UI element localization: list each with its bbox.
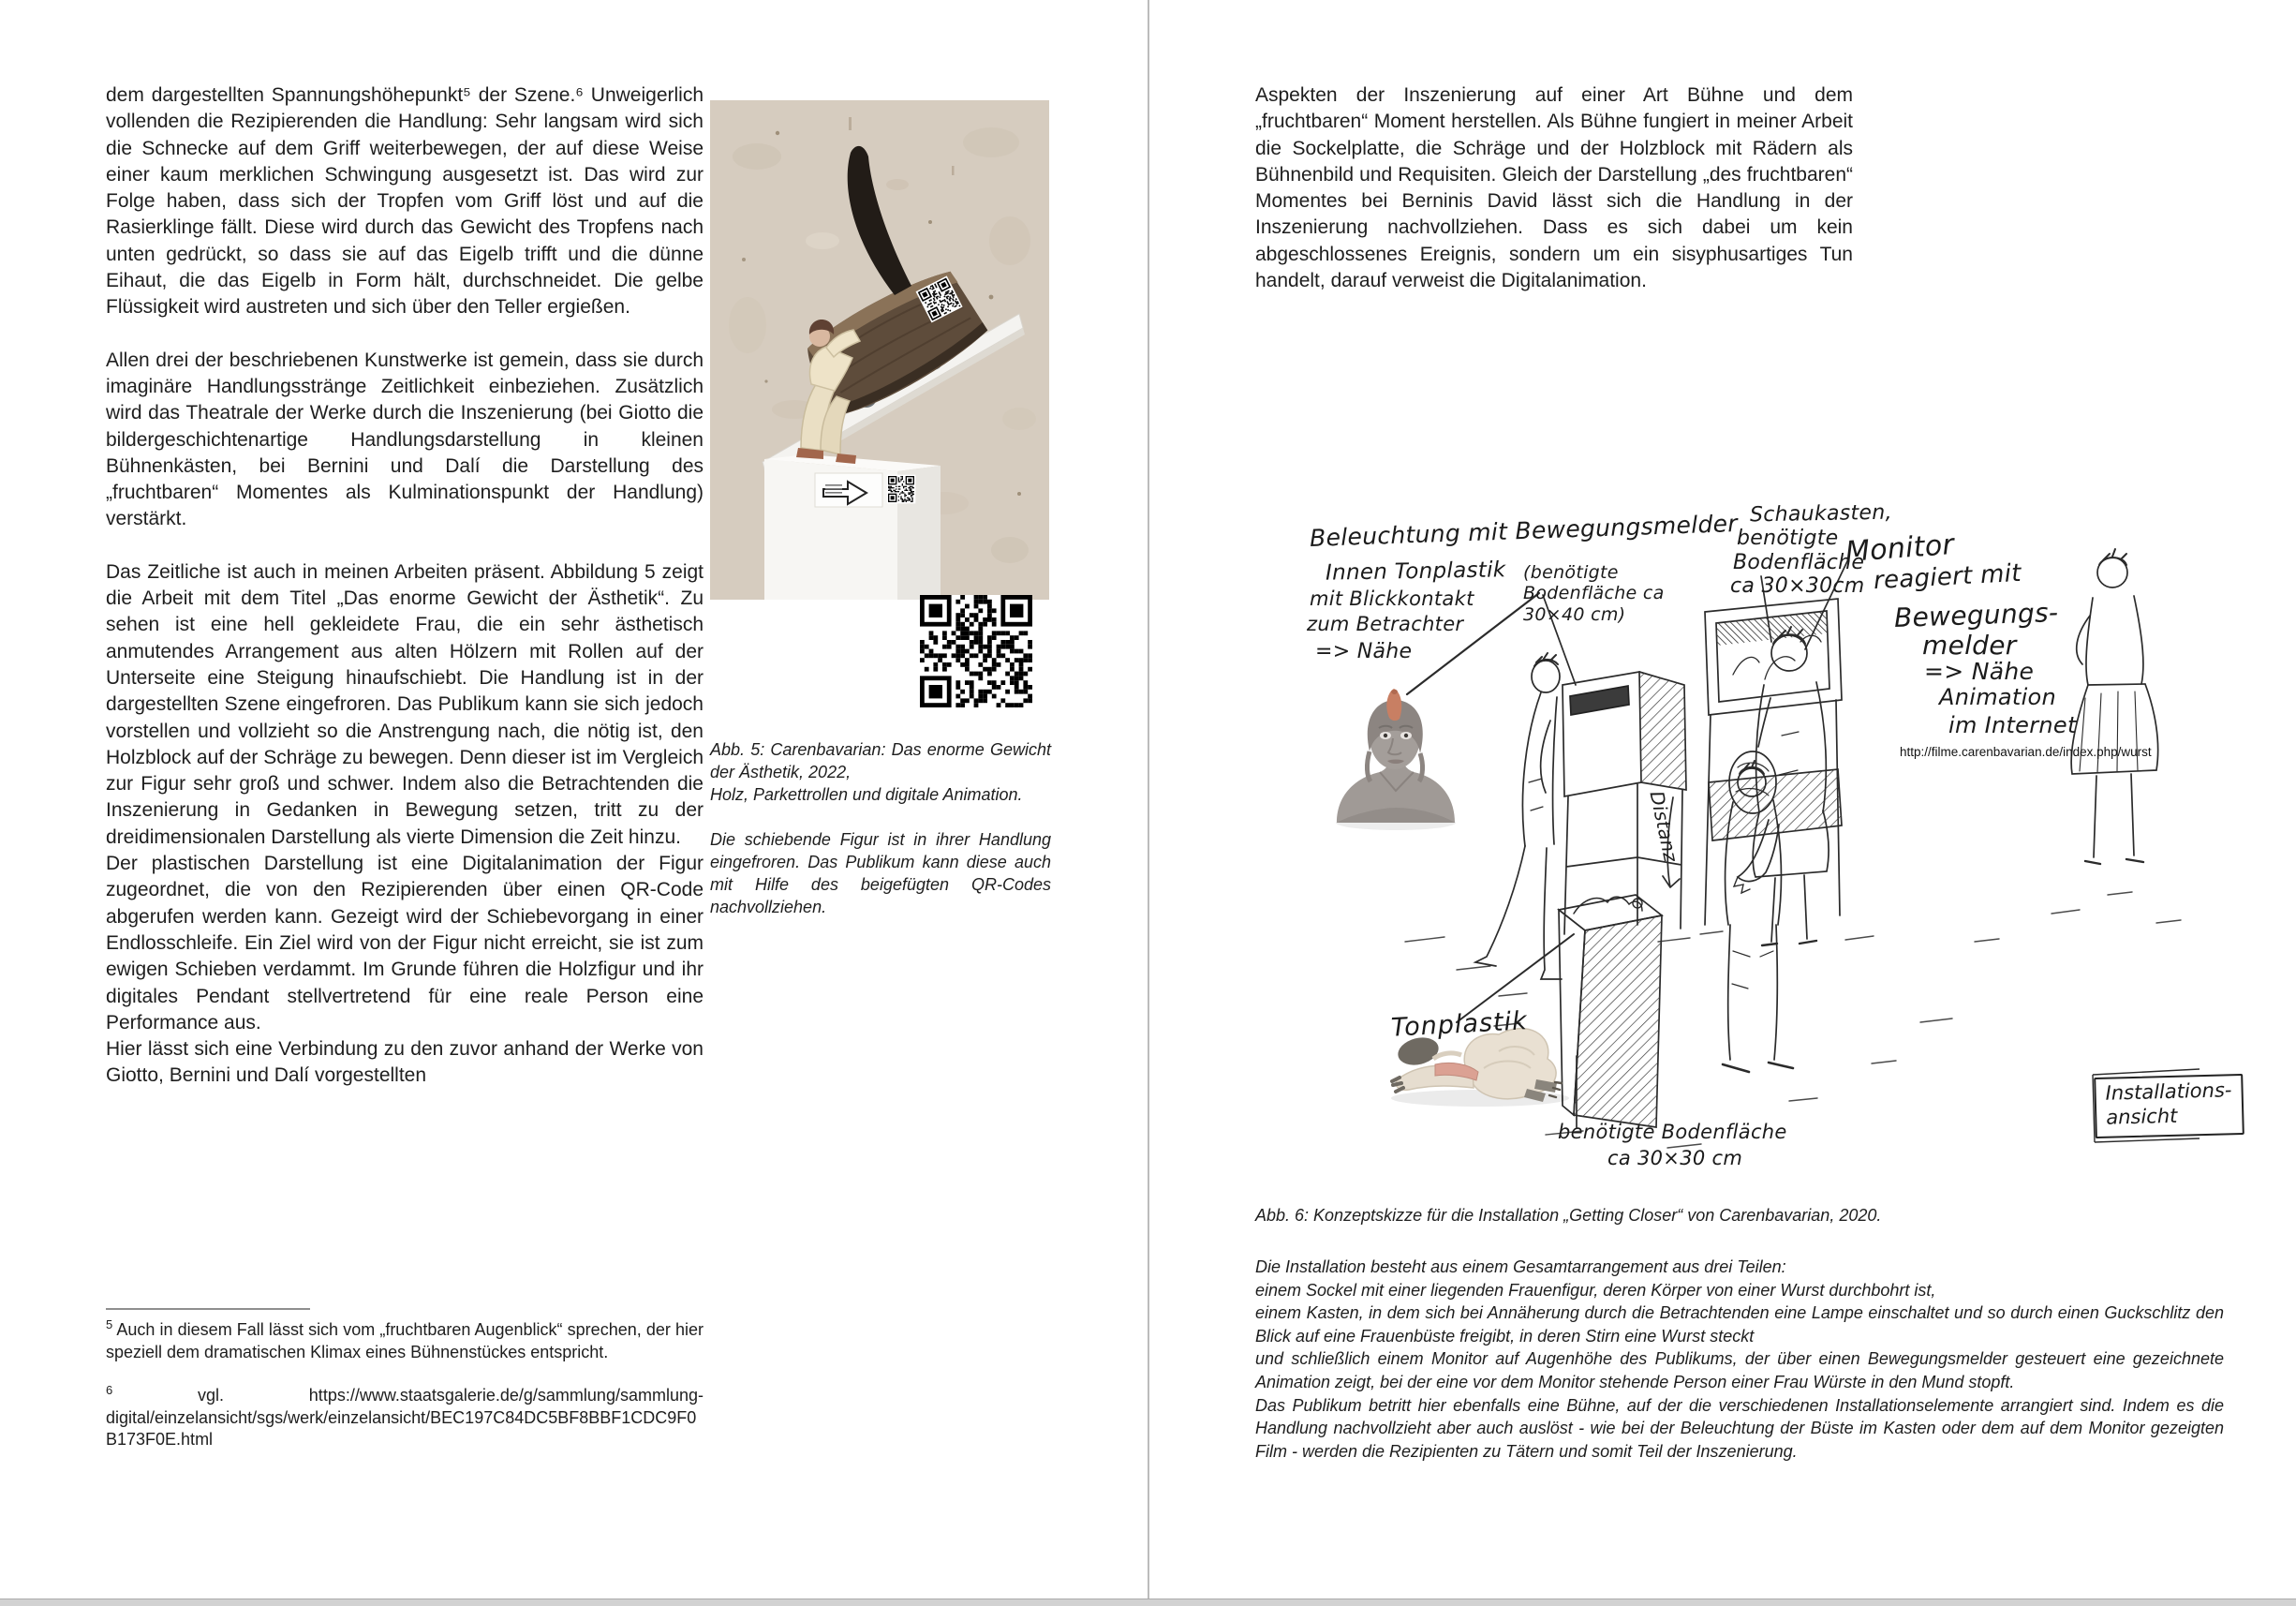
annotation-boden-unten-2: ca 30×30 cm <box>1607 1147 1743 1169</box>
qr-code-figure5 <box>920 595 1032 707</box>
figure6-description <box>1255 1256 2224 1463</box>
caption-line: Holz, Parkettrollen und digitale Animation. <box>710 785 1023 804</box>
annotation-installationsansicht: Installations- ansicht <box>2094 1074 2244 1138</box>
paragraph: Der plastischen Darstellung ist eine Digitalanimation der Figur zugeordnet, die von den Rezipierenden über einen QR-Code abgerufen werden kann. Gezeigt wird der Schiebevorgang in einer Endlosschleife. Ein Ziel wird von der Figur nicht erreicht, sie ist zum ewigen Schieben verdammt. Im Grunde führen die Holzfigur und ihr digitales Pendant stellvertretend für eine reale Person eine Performance aus. <box>106 853 704 1033</box>
description-item: einem Kasten, in dem sich bei Annäherung durch die Betrachtenden eine Lampe einschaltet und so durch einen Guckschlitz den Blick auf eine Frauenbüste freigibt, in deren Stirn eine Wurst steckt <box>1255 1303 2224 1346</box>
paragraph: Aspekten der Inszenierung auf einer Art Bühne und dem „fruchtbaren“ Moment herstellen. Als Bühne fungiert in meiner Arbeit die Sockelplatte, die Schräge und der Holzblock mit Rädern als Bühnenbild und Requisiten. Gleich der Darstellung „des fruchtbaren“ Momentes bei Berninis David lässt sich die Handlung in der Inszenierung nachvollziehen. Dass es sich dabei um kein abgeschlossenes Ereignis, sondern um ein sisyphusartiges Tun handelt, darauf verweist die Digitalanimation. <box>1255 84 1853 292</box>
annotation-naehe-2: => Nähe <box>1924 658 2035 685</box>
caption-line: Abb. 5: Carenbavarian: Das enorme Gewicht der Ästhetik, 2022, <box>710 740 1051 781</box>
description-item: Das Publikum betritt hier ebenfalls eine Bühne, auf der die verschiedenen Installationselemente arrangiert sind. Indem es die Handlung nachvollzieht aber auch auslöst - wie bei der Beleuchtung der Büste im Kasten oder dem auf dem Monitor gezeigten Film - werden die Rezipienten zu Tätern und somit Teil der Inszenierung. <box>1255 1395 2224 1461</box>
footnote-marker: 5 <box>106 1317 113 1331</box>
annotation-im-internet: im Internet <box>1948 712 2077 738</box>
annotation-boden-unten-1: benötigte Bodenfläche <box>1558 1121 1787 1143</box>
footnote-5: $^5$ Auch in diesem Fall lässt sich vom „fruchtbaren Augenblick“ sprechen, der hier speziell dem dramatischen Klimax eines Bühnenstückes entspricht. <box>106 1317 704 1361</box>
annotation-distanz: Distanz <box>1645 789 1682 865</box>
sockel-sketch <box>1559 895 1662 1127</box>
footnote-divider <box>106 1308 310 1310</box>
paragraph: Allen drei der beschriebenen Kunstwerke ist gemein, dass sie durch imaginäre Handlungsstränge Zeitlichkeit einbeziehen. Zusätzlich wird das Theatrale der Werke durch die Inszenierung (bei Giotto die bildergeschichtenartige Handlungsdarstellung in kleinen Bühnenkästen, bei Bernini und Dalí die Darstellung des „fruchtbaren“ Momentes als Kulminationspunkt der Handlung) verstärkt. <box>106 349 704 530</box>
annotation-schaukasten: Schaukasten, <box>1749 500 1893 528</box>
annotation-melder: melder <box>1922 630 2017 661</box>
annotation-bodenflaeche: Bodenfläche <box>1733 551 1865 574</box>
figure5-photo <box>710 100 1049 600</box>
clay-bust-photo <box>1336 689 1456 830</box>
left-body-column <box>106 82 704 1090</box>
figure5-caption <box>710 738 1051 918</box>
window-bottom-bar <box>0 1599 2296 1606</box>
visitor-at-kasten <box>1475 653 1562 979</box>
annotation-animation: Animation <box>1939 684 2057 710</box>
footnote-marker: 6 <box>106 1383 113 1398</box>
paragraph: dem dargestellten Spannungshöhepunkt⁵ der Szene.⁶ Unweigerlich vollenden die Rezipierenden die Handlung: Sehr langsam wird sich die Schnecke auf dem Griff weiterbewegen, der auf diese Weise einer kaum merklichen Schwingung ausgesetzt ist. Das wird zur Folge haben, dass sich der Tropfen vom Griff löst und auf die Rasierklinge fällt. Diese wird durch das Gewicht des Tropfens nach unten gedrückt, so dass sie auf das Eigelb trifft und die dünne Eihaut, die das Eigelb in Form hält, durchschneidet. Die gelbe Flüssigkeit wird austreten und sich über den Teller ergießen. <box>106 84 704 319</box>
description-item: Die Installation besteht aus einem Gesamtarrangement aus drei Teilen: <box>1255 1257 1786 1276</box>
qr-code-on-pedestal <box>887 475 916 504</box>
footnote-6: $^6$ vgl. https://www.staatsgalerie.de/g/sammlung/sammlung-digital/einzelansicht/sgs/werk/einzelansicht/BEC197C84DC5BF8BBF1CDC9F0B173F0E.html <box>106 1383 704 1450</box>
annotation-ca-30x30-top: ca 30×30cm <box>1730 574 1865 598</box>
annotation-beleuchtung: Beleuchtung mit Bewegungsmelder <box>1309 510 1739 552</box>
description-item: und schließlich einem Monitor auf Augenhöhe des Publikums, der über einen Bewegungsmelder gesteuert eine gezeichnete Animation zeigt, bei der eine vor dem Monitor stehende Person einer Frau Würste in den Mund stopft. <box>1255 1349 2224 1391</box>
annotation-innen-tonplastik: Innen Tonplastik <box>1325 558 1506 586</box>
arrow-sign <box>815 473 882 507</box>
figure6-caption: Abb. 6: Konzeptskizze für die Installation „Getting Closer“ von Carenbavarian, 2020. <box>1255 1206 1882 1225</box>
annotation-reagiert-mit: reagiert mit <box>1873 558 2022 596</box>
annotation-bewegungs: Bewegungs- <box>1893 596 2059 634</box>
annotation-naehe-1: => Nähe <box>1315 640 1413 663</box>
footnotes <box>106 1319 704 1451</box>
annotation-benoetigte: benötigte <box>1737 527 1839 550</box>
visitor-skirt <box>2071 549 2157 864</box>
annotation-tonplastik: Tonplastik <box>1390 1006 1529 1043</box>
page-divider <box>1148 0 1149 1599</box>
annotation-blickkontakt: mit Blickkontakt <box>1310 587 1474 610</box>
film-url: http://filme.carenbavarian.de/index.php/wurst <box>1900 745 2152 759</box>
annotation-zum-betrachter: zum Betrachter <box>1307 613 1464 635</box>
paragraph: Das Zeitliche ist auch in meinen Arbeiten präsent. Abbildung 5 zeigt die Arbeit mit dem Titel „Das enorme Gewicht der Ästhetik“. Zu sehen ist eine hell gekleidete Frau, die ein sehr ästhetisch anmutendes Arrangement aus alten Hölzern mit Rollen auf der Unterseite eine Steigung hinaufschiebt. Die Handlung ist in der dargestellten Szene eingefroren. Das Publikum kann sie sich jedoch vorstellen und vollzieht so die Anstrengung nach, die nötig ist, den Holzblock auf der Schräge zu bewegen. Denn dieser ist im Vergleich zur Figur sehr groß und schwer. Indem also die Betrachtenden die Inszenierung in Gedanken in Bewegung setzen, tritt zu der dreidimensionalen Darstellung als vierte Dimension die Zeit hinzu. <box>106 560 704 848</box>
right-body-column <box>1255 82 1853 294</box>
caption-text: Die schiebende Figur ist in ihrer Handlung eingefroren. Das Publikum kann diese auch mit Hilfe des beigefügten QR-Codes nachvollziehen. <box>710 830 1051 916</box>
description-item: einem Sockel mit einer liegenden Frauenfigur, deren Körper von einer Wurst durchbohrt ist, <box>1255 1280 1936 1300</box>
annotation-monitor: Monitor <box>1844 528 1956 570</box>
annotation-bodenflaeche-30x40: (benötigte Bodenfläche ca 30×40 cm) <box>1523 562 1665 625</box>
paragraph: Hier lässt sich eine Verbindung zu den zuvor anhand der Werke von Giotto, Bernini und Dalí vorgestellten <box>106 1038 704 1087</box>
